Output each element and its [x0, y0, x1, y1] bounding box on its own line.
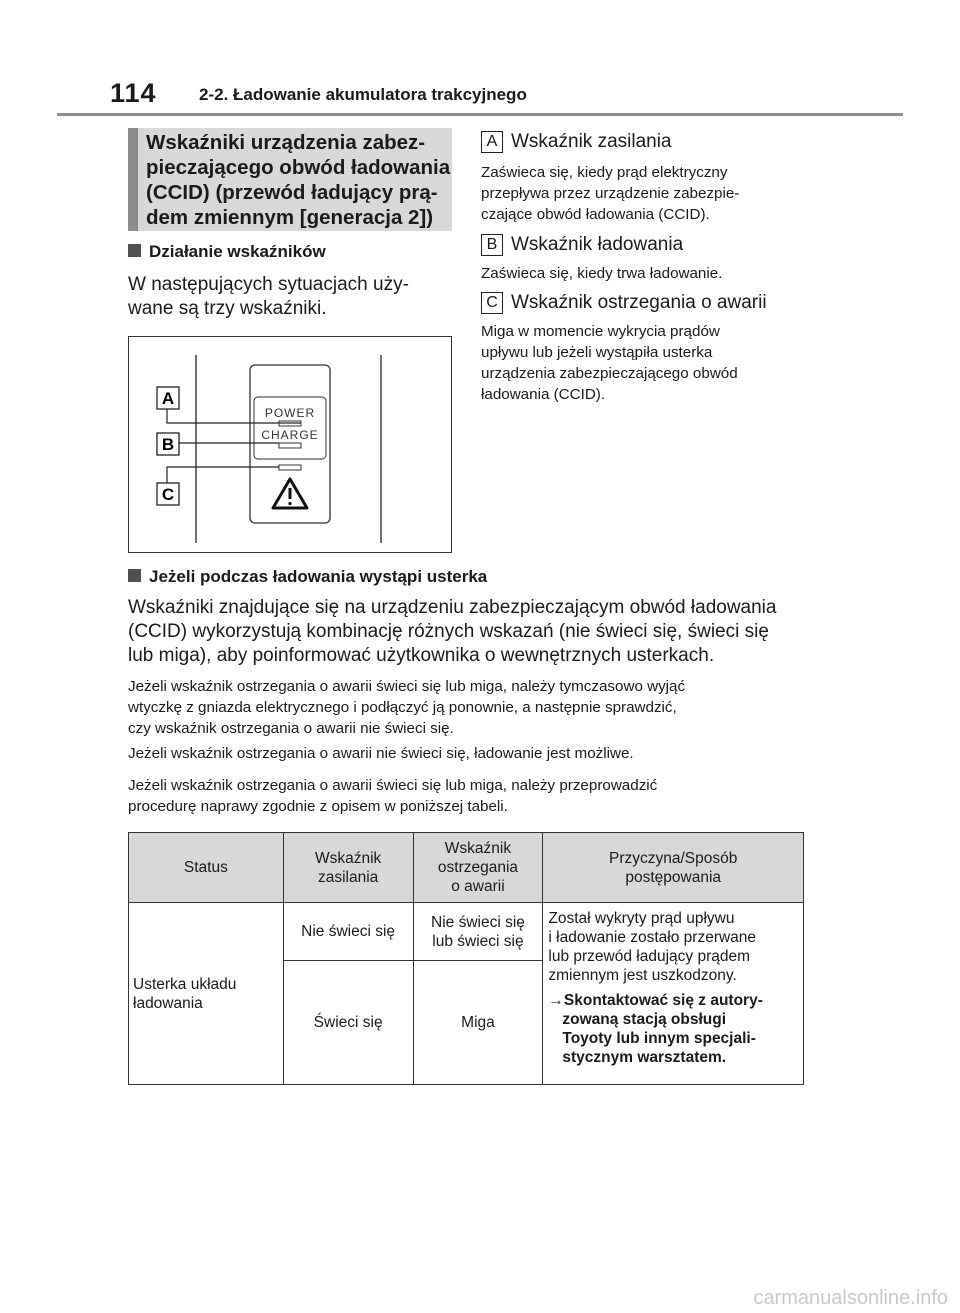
leader-line-c	[167, 467, 279, 483]
cause-action-cell: Został wykryty prąd upływu i ładowanie zostało przerwane lub przewód ładujący prądem zmiennym jest uszkodzony. →Skontaktować się z autory- zowaną stacją obsługi Toyoty lub innym specjali- stycznym warsztatem.	[543, 903, 804, 1085]
power-indicator-cell: Nie świeci się	[283, 903, 413, 961]
section1-intro: W następujących sytuacjach uży- wane są trzy wskaźniki.	[128, 274, 409, 319]
section-heading-indicators: Działanie wskaźników	[128, 242, 326, 262]
indicator-letter-b: B	[481, 234, 503, 256]
page-header	[0, 0, 960, 115]
action-instruction: →Skontaktować się z autory- zowaną stacją obsługi Toyoty lub innym specjali- stycznym warsztatem.	[548, 992, 763, 1066]
square-bullet-icon	[128, 569, 141, 582]
table-header-cell: Przyczyna/Sposób postępowania	[543, 833, 804, 903]
title-line: dem zmiennym [generacja 2])	[146, 206, 434, 229]
indicator-letter-c: C	[481, 292, 503, 314]
title-line: pieczającego obwód ładowania	[146, 156, 451, 179]
header-rule	[57, 113, 903, 116]
indicator-a-heading: A Wskaźnik zasilania	[481, 130, 672, 154]
section2-paragraph-2: Jeżeli wskaźnik ostrzegania o awarii nie świeci się, ładowanie jest możliwe.	[128, 745, 634, 762]
indicator-c-heading: C Wskaźnik ostrzegania o awarii	[481, 291, 767, 315]
table-row	[129, 903, 804, 961]
watermark: carmanualsonline.info	[753, 1287, 948, 1309]
indicator-b-description: Zaświeca się, kiedy trwa ładowanie.	[481, 265, 723, 282]
warning-indicator-cell: Nie świeci się lub świeci się	[413, 903, 543, 961]
charge-led	[279, 443, 301, 448]
page-number: 114	[110, 78, 157, 108]
title-line: (CCID) (przewód ładujący prą-	[146, 181, 438, 204]
charge-label: CHARGE	[261, 428, 319, 442]
indicator-b-heading: B Wskaźnik ładowania	[481, 233, 683, 257]
malfunction-table	[128, 832, 804, 1085]
warning-led	[279, 465, 301, 470]
warning-indicator-cell: Miga	[413, 961, 543, 1085]
label-b: B	[161, 435, 175, 454]
ccid-diagram-svg	[129, 337, 451, 551]
power-indicator-cell: Świeci się	[283, 961, 413, 1085]
indicator-a-description: Zaświeca się, kiedy prąd elektryczny przepływa przez urządzenie zabezpie- czające obwód ładowania (CCID).	[481, 164, 740, 223]
section2-intro: Wskaźniki znajdujące się na urządzeniu zabezpieczającym obwód ładowania (CCID) wykorzystują kombinację różnych wskazań (nie świeci się, świeci się lub miga), aby poinformować użytkownika o wewnętrznych usterkach.	[128, 597, 777, 666]
topic-title-box	[128, 128, 452, 231]
label-c: C	[161, 485, 175, 504]
title-line: Wskaźniki urządzenia zabez-	[146, 131, 426, 154]
indicator-c-description: Miga w momencie wykrycia prądów upływu lub jeżeli wystąpiła usterka urządzenia zabezpieczającego obwód ładowania (CCID).	[481, 323, 738, 403]
label-a: A	[161, 389, 175, 408]
table-header-cell: Status	[129, 833, 284, 903]
section2-paragraph-3: Jeżeli wskaźnik ostrzegania o awarii świeci się lub miga, należy przeprowadzić procedurę naprawy zgodnie z opisem w poniższej tabeli.	[128, 777, 658, 815]
table-header-row	[129, 833, 804, 903]
table-header-cell: Wskaźnik zasilania	[283, 833, 413, 903]
square-bullet-icon	[128, 244, 141, 257]
indicator-letter-a: A	[481, 131, 503, 153]
section-heading-malfunction: Jeżeli podczas ładowania wystąpi usterka	[128, 567, 487, 587]
status-cell: Usterka układu ładowania	[129, 903, 284, 1085]
ccid-indicator-diagram	[128, 336, 452, 553]
power-label: POWER	[264, 406, 316, 420]
table-header-cell: Wskaźnik ostrzegania o awarii	[413, 833, 543, 903]
arrow-right-icon: →	[548, 992, 564, 1009]
section-title: 2-2. Ładowanie akumulatora trakcyjnego	[199, 85, 527, 104]
section2-paragraph-1: Jeżeli wskaźnik ostrzegania o awarii świeci się lub miga, należy tymczasowo wyjąć wtyczkę z gniazda elektrycznego i podłączyć ją ponownie, a następnie sprawdzić, czy wskaźnik ostrzegania o awarii nie świeci się.	[128, 678, 686, 737]
